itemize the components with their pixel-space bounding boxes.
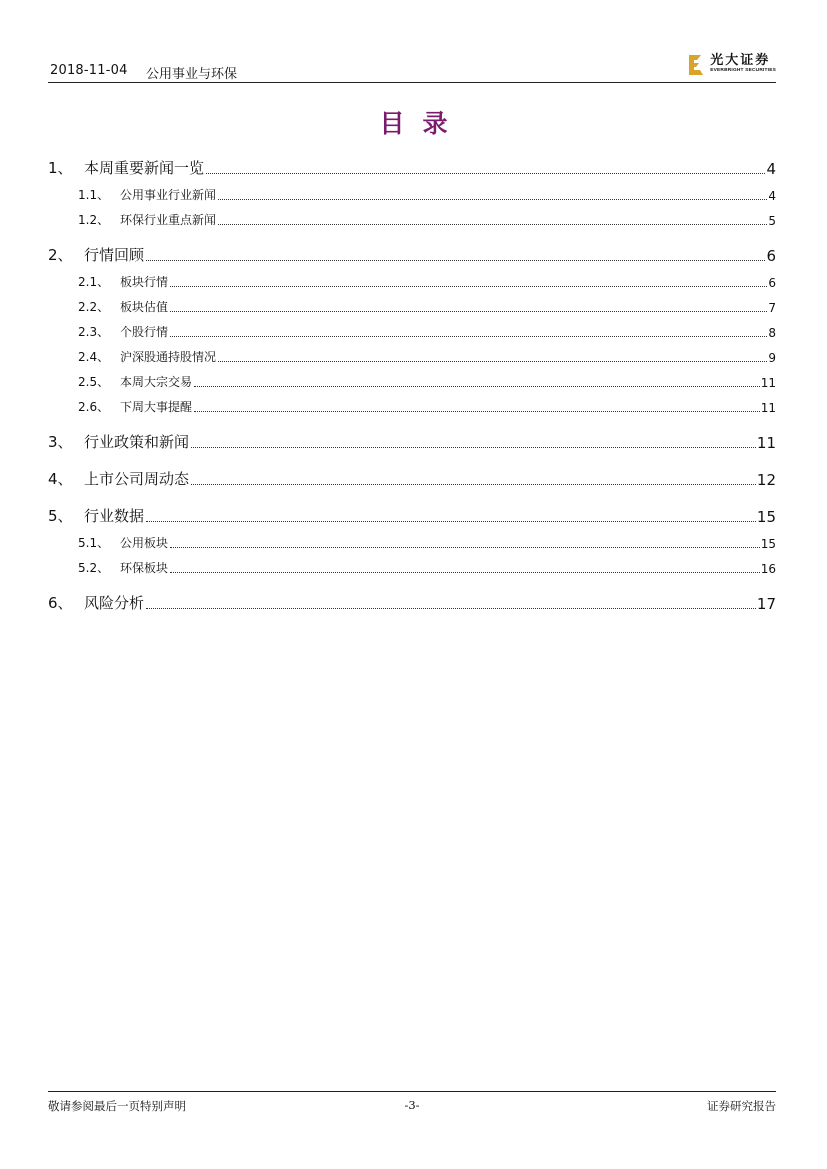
toc-entry-page: 4 [768,189,776,203]
toc-entry-number: 6、 [48,594,73,612]
toc-entry-page: 15 [756,508,776,526]
toc-entry[interactable] [78,348,776,365]
toc-entry[interactable] [48,593,776,613]
toc-entry[interactable] [48,469,776,489]
toc-entry-page: 15 [760,537,776,551]
toc-entry-number: 4、 [48,470,73,488]
toc-entry-number: 2.1、 [78,275,110,289]
toc-entry-number: 2.6、 [78,400,110,414]
toc-entry[interactable] [48,506,776,526]
toc-entry-number: 3、 [48,433,73,451]
logo-english-name: EVERBRIGHT SECURITIES [710,68,776,73]
toc-entry-number: 2.2、 [78,300,110,314]
toc-entry-title: 板块估值 [120,300,169,314]
toc-entry-page: 6 [766,247,776,265]
toc-entry-page: 11 [756,434,776,452]
toc-entry-page: 17 [756,595,776,613]
footer-doc-type: 证券研究报告 [707,1099,776,1113]
everbright-logo-icon [688,54,704,76]
toc-entry-number: 5、 [48,507,73,525]
toc-entry-title: 环保板块 [120,561,169,575]
toc-entry-number: 5.1、 [78,536,110,550]
toc-entry-page: 11 [760,401,776,415]
toc-dot-leader [218,199,767,200]
toc-entry-number: 2、 [48,246,73,264]
toc-entry-title: 沪深股通持股情况 [120,350,217,364]
toc-dot-leader [191,484,756,485]
toc-entry[interactable] [78,534,776,551]
toc-entry[interactable] [48,158,776,178]
report-date: 2018-11-04 [50,63,128,78]
toc-entry-number: 2.3、 [78,325,110,339]
toc-entry-page: 11 [760,376,776,390]
toc-entry-title: 行业数据 [84,507,145,525]
toc-entry-title: 公用事业行业新闻 [120,188,217,202]
toc-entry-page: 16 [760,562,776,576]
toc-entry[interactable] [48,432,776,452]
toc-entry[interactable] [78,273,776,290]
toc-entry[interactable] [78,398,776,415]
toc-entry[interactable] [78,298,776,315]
toc-dot-leader [170,286,767,287]
toc-entry-page: 7 [768,301,776,315]
toc-dot-leader [170,547,760,548]
toc-entry-page: 8 [768,326,776,340]
toc-entry-page: 5 [768,214,776,228]
toc-entry[interactable] [48,245,776,265]
toc-dot-leader [170,572,760,573]
toc-entry-title: 上市公司周动态 [84,470,190,488]
toc-entry-title: 个股行情 [120,325,169,339]
toc-entry[interactable] [78,373,776,390]
toc-entry-number: 2.4、 [78,350,110,364]
toc-dot-leader [191,447,756,448]
toc-entry[interactable] [78,323,776,340]
toc-entry-number: 1.1、 [78,188,110,202]
report-sector: 公用事业与环保 [146,67,238,82]
toc-dot-leader [170,336,767,337]
toc-entry-page: 12 [756,471,776,489]
toc-entry-title: 板块行情 [120,275,169,289]
toc-entry[interactable] [78,186,776,203]
toc-dot-leader [218,224,767,225]
toc-entry-number: 1、 [48,159,73,177]
toc-entry-page: 6 [768,276,776,290]
toc-entry[interactable] [78,559,776,576]
toc-entry-page: 9 [768,351,776,365]
page-footer [48,1091,776,1114]
toc-entry-title: 公用板块 [120,536,169,550]
page-header [48,53,776,83]
toc-entry[interactable] [78,211,776,228]
toc-dot-leader [170,311,767,312]
toc-entry-title: 本周重要新闻一览 [84,159,205,177]
company-logo [688,53,776,79]
footer-page-number: -3- [404,1098,420,1112]
logo-chinese-name: 光大证券 [710,53,771,68]
toc-entry-title: 下周大事提醒 [120,400,193,414]
toc-dot-leader [194,411,760,412]
toc-entry-title: 行业政策和新闻 [84,433,190,451]
toc-entry-page: 4 [766,160,776,178]
toc-entry-title: 本周大宗交易 [120,375,193,389]
footer-disclaimer: 敬请参阅最后一页特别声明 [48,1099,186,1113]
toc-entry-title: 风险分析 [84,594,145,612]
toc-entry-title: 环保行业重点新闻 [120,213,217,227]
toc-dot-leader [146,260,765,261]
toc-entry-number: 5.2、 [78,561,110,575]
toc-dot-leader [194,386,760,387]
toc-entry-title: 行情回顾 [84,246,145,264]
toc-dot-leader [146,608,756,609]
toc-entry-number: 2.5、 [78,375,110,389]
toc-title: 目录 [379,109,466,138]
toc-dot-leader [146,521,756,522]
toc-dot-leader [206,173,765,174]
toc-entry-number: 1.2、 [78,213,110,227]
toc-dot-leader [218,361,767,362]
